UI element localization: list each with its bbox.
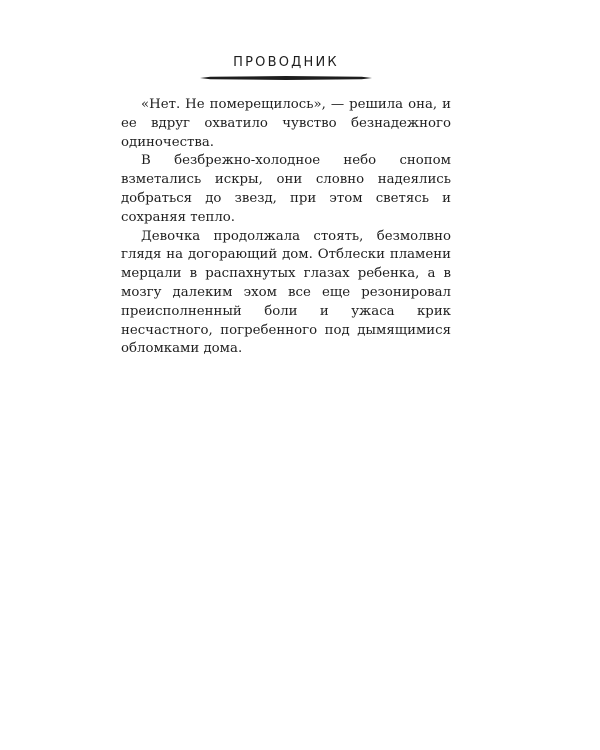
paragraph: «Нет. Не померещилось», — решила она, и ее вдруг охватило чувство безнадежного одиночества. — [121, 97, 451, 150]
paragraph: В безбрежно-холодное небо снопом взметались искры, они словно надеялись добраться до звезд, при этом светясь и сохраняя тепло. — [121, 153, 451, 225]
running-head — [200, 54, 372, 72]
paragraph: Девочка продолжала стоять, безмолвно глядя на догорающий дом. Отблески пламени мерцали в распахнутых глазах ребенка, а в мозгу далеким эхом все еще резонировал преисполненный боли и ужаса крик несчастного, погребенного под дымящимися обломками дома. — [121, 228, 451, 357]
running-head-title: ПРОВОДНИК — [233, 55, 339, 70]
body-text — [121, 96, 451, 359]
running-head-rule — [200, 76, 372, 80]
